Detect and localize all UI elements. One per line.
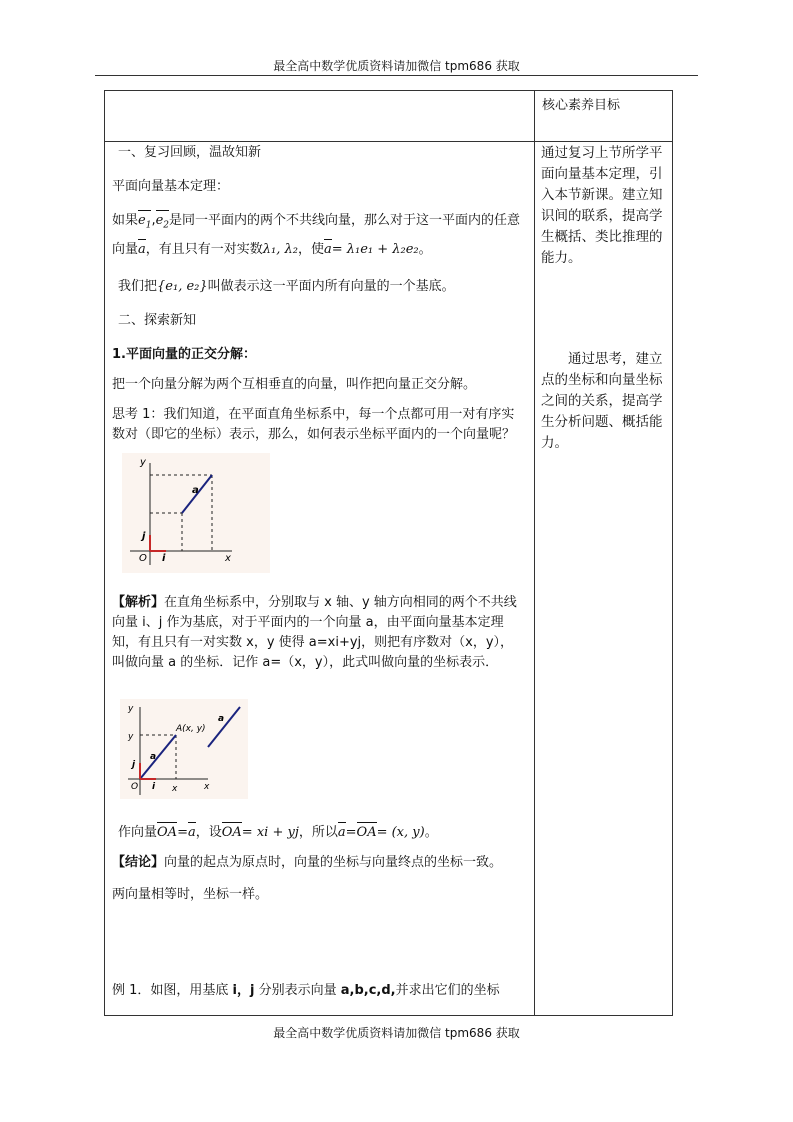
vector-e2: $e_2$ bbox=[156, 209, 169, 238]
figure1-j-label: j bbox=[142, 530, 146, 542]
column-divider bbox=[534, 91, 535, 1015]
figure2-x-tick: x bbox=[172, 783, 178, 794]
goals-column-header: 核心素养目标 bbox=[542, 98, 621, 113]
section-review-title: 一、复习回顾，温故知新 bbox=[118, 145, 262, 160]
figure2-a-label: a bbox=[150, 751, 157, 762]
figure2-y-label: y bbox=[128, 703, 134, 714]
figure2-j-label: j bbox=[132, 759, 136, 770]
figure2-x-label: x bbox=[204, 781, 210, 792]
figure1-container bbox=[112, 445, 526, 593]
vector-e1: $e_1$ bbox=[138, 209, 151, 238]
theorem-title: 平面向量基本定理： bbox=[112, 179, 230, 194]
page-footer: 最全高中数学优质资料请加微信 tpm686 获取 bbox=[273, 1026, 520, 1040]
figure2-i-label: i bbox=[152, 781, 156, 792]
figure2-a2-label: a bbox=[218, 713, 225, 724]
figure1-a-label: a bbox=[192, 484, 199, 496]
header-divider bbox=[95, 75, 698, 76]
figure2-container bbox=[112, 681, 526, 821]
vector-coordinate-statement: 作向量OA=a，设OA= xi + yj，所以a=OA= (x, y)。 bbox=[118, 821, 526, 845]
page-header: 最全高中数学优质资料请加微信 tpm686 获取 bbox=[273, 59, 520, 73]
section-explore-title: 二、探索新知 bbox=[118, 312, 197, 328]
basis-statement: 我们把{e₁, e₂}叫做表示这一平面内所有向量的一个基底。 bbox=[118, 278, 455, 294]
example-1: 例 1．如图，用基底 i，j 分别表示向量 a,b,c,d,并求出它们的坐标 bbox=[112, 982, 500, 998]
lesson-content bbox=[112, 143, 526, 1001]
row-divider bbox=[105, 141, 672, 142]
analysis-paragraph: 【解析】在直角坐标系中，分别取与 x 轴、y 轴方向相同的两个不共线向量 i、j 作为基底，对于平面内的一个向量 a，由平面向量基本定理知，有且只有一对实数 x，y 使得 a=xi+yj，则把有序数对（x，y），叫做向量 a 的坐标．记作 a=（x，y），此式叫做向量的坐标表示． bbox=[112, 594, 517, 670]
lesson-table bbox=[104, 90, 673, 1016]
figure1-y-label: y bbox=[140, 456, 146, 468]
figure1-origin-label: O bbox=[139, 552, 147, 564]
subsection-title: 1.平面向量的正交分解： bbox=[112, 346, 256, 362]
definition-text: 把一个向量分解为两个互相垂直的向量，叫作把向量正交分解。 bbox=[112, 376, 477, 392]
vector-a: a bbox=[138, 238, 146, 261]
figure2-y-tick: y bbox=[128, 731, 134, 742]
figure2-origin-label: O bbox=[131, 781, 139, 792]
theorem-statement: 如果$e_1,e_2$是同一平面内的两个不共线向量，那么对于这一平面内的任意向量a，有且只有一对实数λ₁, λ₂，使a= λ₁e₁ + λ₂e₂。 bbox=[112, 209, 526, 261]
figure2-diagram bbox=[120, 699, 248, 799]
figure1-x-label: x bbox=[225, 552, 231, 564]
figure1-i-label: i bbox=[162, 552, 166, 564]
equal-vectors-note: 两向量相等时，坐标一样。 bbox=[112, 886, 269, 902]
side-note-2: 通过思考，建立点的坐标和向量坐标之间的关系，提高学生分析问题、概括能力。 bbox=[541, 351, 663, 451]
conclusion-paragraph: 【结论】向量的起点为原点时，向量的坐标与向量终点的坐标一致。 bbox=[112, 854, 503, 870]
think-question: 思考 1：我们知道，在平面直角坐标系中，每一个点都可用一对有序实数对（即它的坐标）表示，那么，如何表示坐标平面内的一个向量呢？ bbox=[112, 406, 516, 442]
side-note-1: 通过复习上节所学平面向量基本定理，引入本节新课。建立知识间的联系，提高学生概括、类比推理的能力。 bbox=[541, 145, 663, 266]
figure1-diagram bbox=[122, 453, 270, 573]
figure2-point-label: A(x, y) bbox=[176, 723, 206, 734]
